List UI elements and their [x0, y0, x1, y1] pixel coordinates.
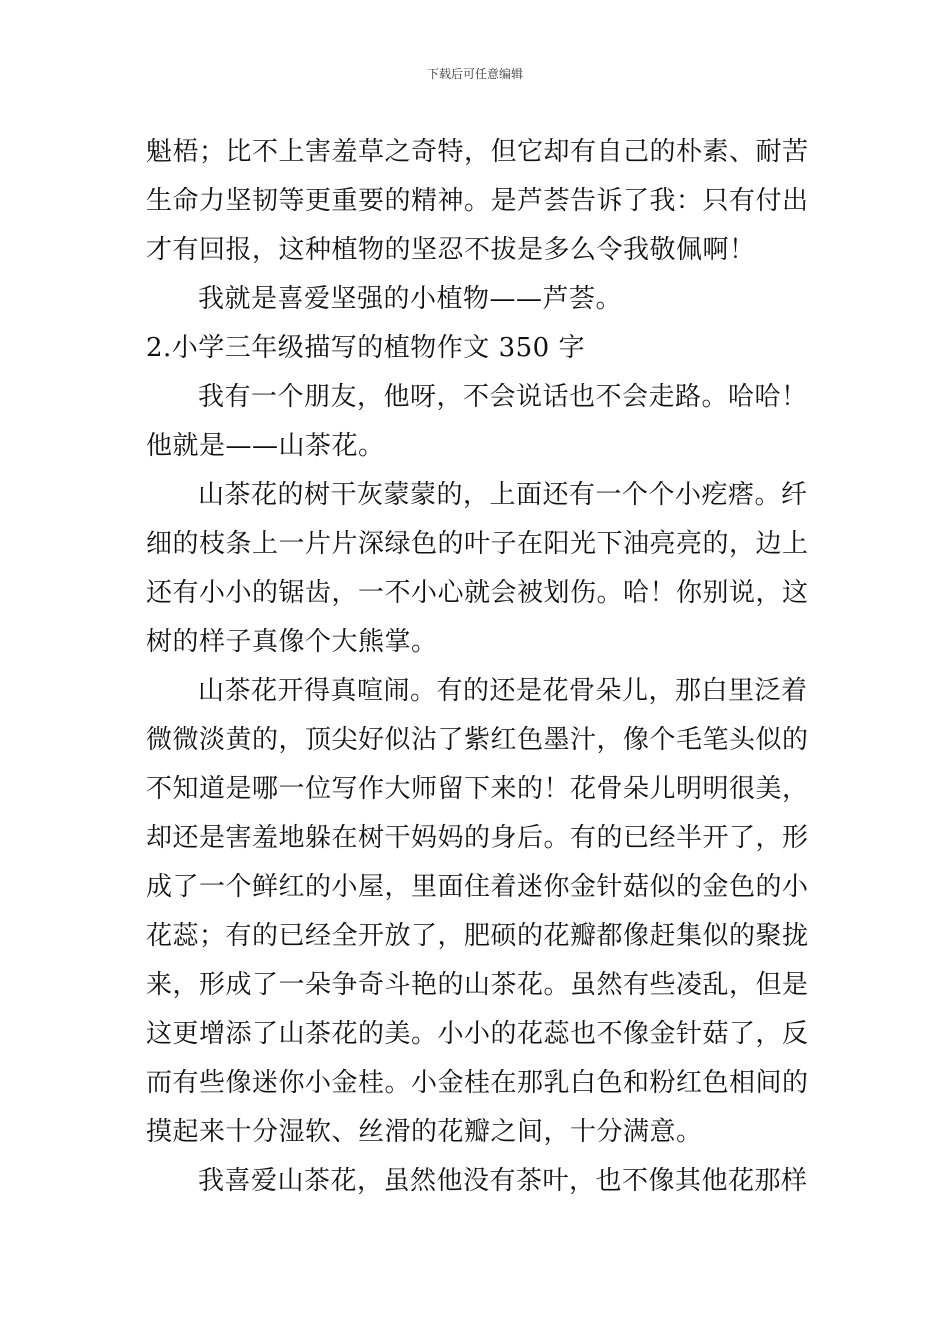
- text-line: 花蕊；有的已经全开放了，肥硕的花瓣都像赶集似的聚拢: [146, 921, 809, 951]
- text-line: 山茶花开得真喧闹。有的还是花骨朵儿，那白里泛着: [198, 676, 808, 706]
- text-line: 树的样子真像个大熊掌。: [146, 627, 438, 657]
- text-line: 这更增添了山茶花的美。小小的花蕊也不像金针菇了，反: [146, 1019, 809, 1049]
- text-line: 魁梧；比不上害羞草之奇特，但它却有自己的朴素、耐苦: [146, 137, 809, 167]
- text-line: 山茶花的树干灰蒙蒙的，上面还有一个个小疙瘩。纤: [198, 480, 808, 510]
- text-line: 摸起来十分湿软、丝滑的花瓣之间，十分满意。: [146, 1117, 703, 1147]
- text-line: 我喜爱山茶花，虽然他没有茶叶，也不像其他花那样: [198, 1166, 808, 1196]
- text-line: 而有些像迷你小金桂。小金桂在那乳白色和粉红色相间的: [146, 1068, 809, 1098]
- text-line: 却还是害羞地躲在树干妈妈的身后。有的已经半开了，形: [146, 823, 809, 853]
- text-line: 成了一个鲜红的小屋，里面住着迷你金针菇似的金色的小: [146, 872, 809, 902]
- document-body: [146, 128, 810, 1206]
- text-line: 微微淡黄的，顶尖好似沾了紫红色墨汁，像个毛笔头似的: [146, 725, 809, 755]
- text-line: 来，形成了一朵争奇斗艳的山茶花。虽然有些凌乱，但是: [146, 970, 809, 1000]
- page-header: 下载后可任意编辑: [426, 67, 523, 81]
- text-line: 2.小学三年级描写的植物作文 350 字: [146, 333, 585, 363]
- text-line: 才有回报，这种植物的坚忍不拔是多么令我敬佩啊！: [146, 235, 756, 265]
- text-line: 生命力坚韧等更重要的精神。是芦荟告诉了我：只有付出: [146, 186, 809, 216]
- text-line: 还有小小的锯齿，一不小心就会被划伤。哈！你别说，这: [146, 578, 809, 608]
- text-line: 我就是喜爱坚强的小植物——芦荟。: [198, 284, 623, 314]
- text-line: 不知道是哪一位写作大师留下来的！花骨朵儿明明很美，: [146, 774, 809, 804]
- text-line: 他就是——山茶花。: [146, 431, 385, 461]
- text-line: 我有一个朋友，他呀，不会说话也不会走路。哈哈！: [198, 382, 808, 412]
- text-line: 细的枝条上一片片深绿色的叶子在阳光下油亮亮的，边上: [146, 529, 809, 559]
